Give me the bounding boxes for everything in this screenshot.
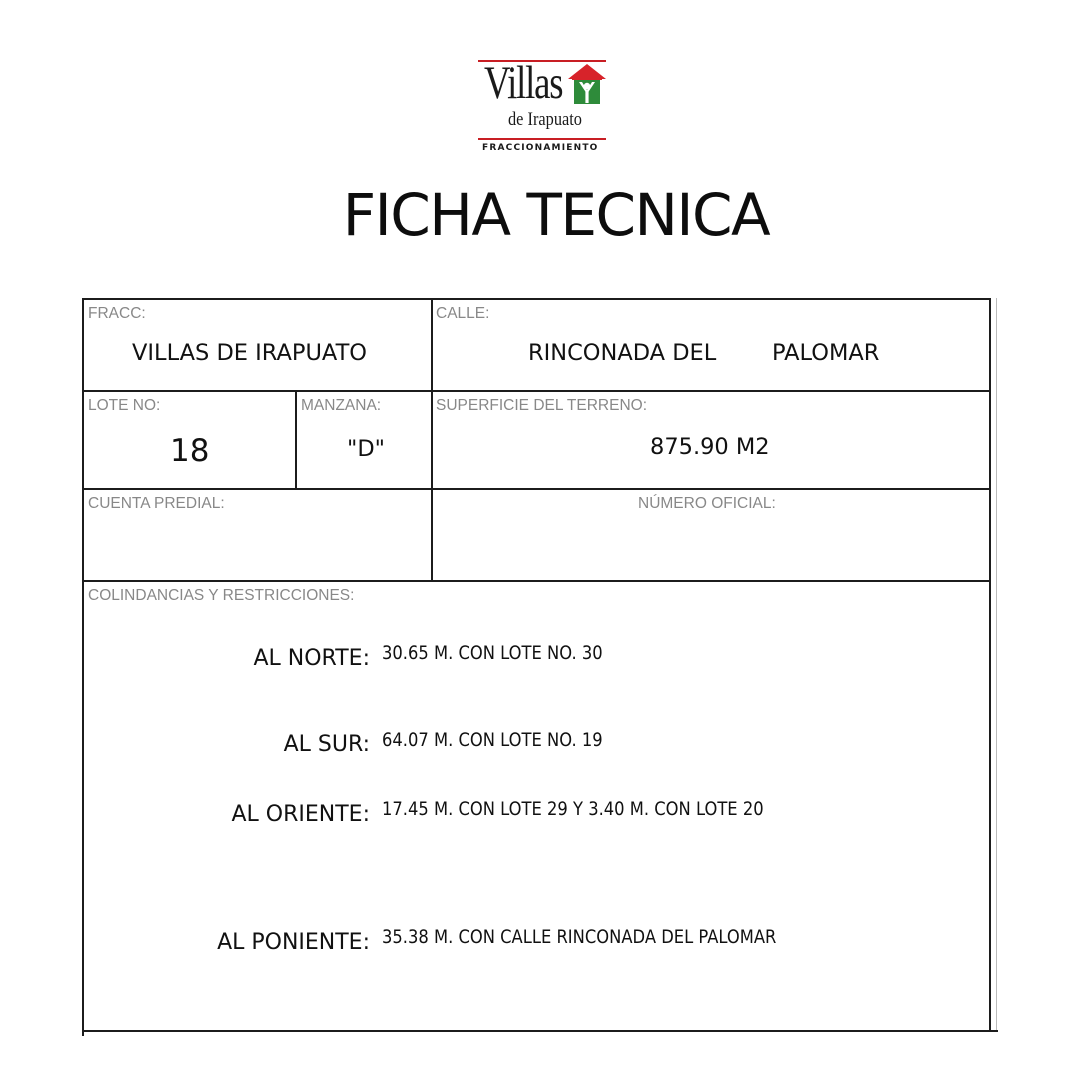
colindancia-description: 30.65 M. CON LOTE NO. 30 (382, 642, 603, 664)
calle-value-part1: RINCONADA DEL (528, 340, 717, 366)
colindancia-direction: AL PONIENTE: (217, 930, 370, 955)
form-row3-bottom (82, 580, 990, 582)
technical-sheet-form (82, 298, 998, 1034)
colindancia-description: 35.38 M. CON CALLE RINCONADA DEL PALOMAR (382, 926, 777, 948)
page-title: FICHA TECNICA (342, 181, 770, 249)
form-manzana-divider (295, 390, 297, 490)
form-top-border (82, 298, 990, 300)
colindancias-label: COLINDANCIAS Y RESTRICCIONES: (88, 587, 355, 604)
logo-name: Villas (484, 57, 563, 109)
logo-bottom-rule (478, 138, 606, 140)
manzana-value: "D" (347, 436, 386, 462)
superficie-value: 875.90 M2 (650, 434, 770, 460)
logo-subtitle: de Irapuato (508, 109, 582, 130)
form-bottom-border (82, 1030, 998, 1032)
house-icon (568, 64, 606, 104)
manzana-label: MANZANA: (301, 397, 382, 414)
cuenta-predial-label: CUENTA PREDIAL: (88, 495, 225, 512)
brand-logo (476, 58, 610, 158)
form-row2-bottom (82, 488, 990, 490)
calle-value-part2: PALOMAR (772, 340, 880, 366)
lote-value: 18 (170, 433, 210, 469)
logo-tagline: FRACCIONAMIENTO (482, 143, 599, 153)
colindancia-direction: AL ORIENTE: (231, 802, 370, 827)
fracc-value: VILLAS DE IRAPUATO (132, 340, 368, 366)
colindancia-direction: AL SUR: (283, 732, 370, 757)
fracc-label: FRACC: (88, 305, 146, 322)
superficie-label: SUPERFICIE DEL TERRENO: (436, 397, 648, 414)
calle-label: CALLE: (436, 305, 490, 322)
form-middle-divider (431, 298, 433, 582)
colindancia-description: 17.45 M. CON LOTE 29 Y 3.40 M. CON LOTE 20 (382, 798, 764, 820)
lote-label: LOTE NO: (88, 397, 161, 414)
colindancia-description: 64.07 M. CON LOTE NO. 19 (382, 729, 603, 751)
form-right-border (989, 298, 991, 1032)
numero-oficial-label: NÚMERO OFICIAL: (638, 495, 776, 512)
colindancia-direction: AL NORTE: (253, 646, 370, 671)
form-row1-bottom (82, 390, 990, 392)
form-outer-right-edge (996, 298, 997, 1032)
